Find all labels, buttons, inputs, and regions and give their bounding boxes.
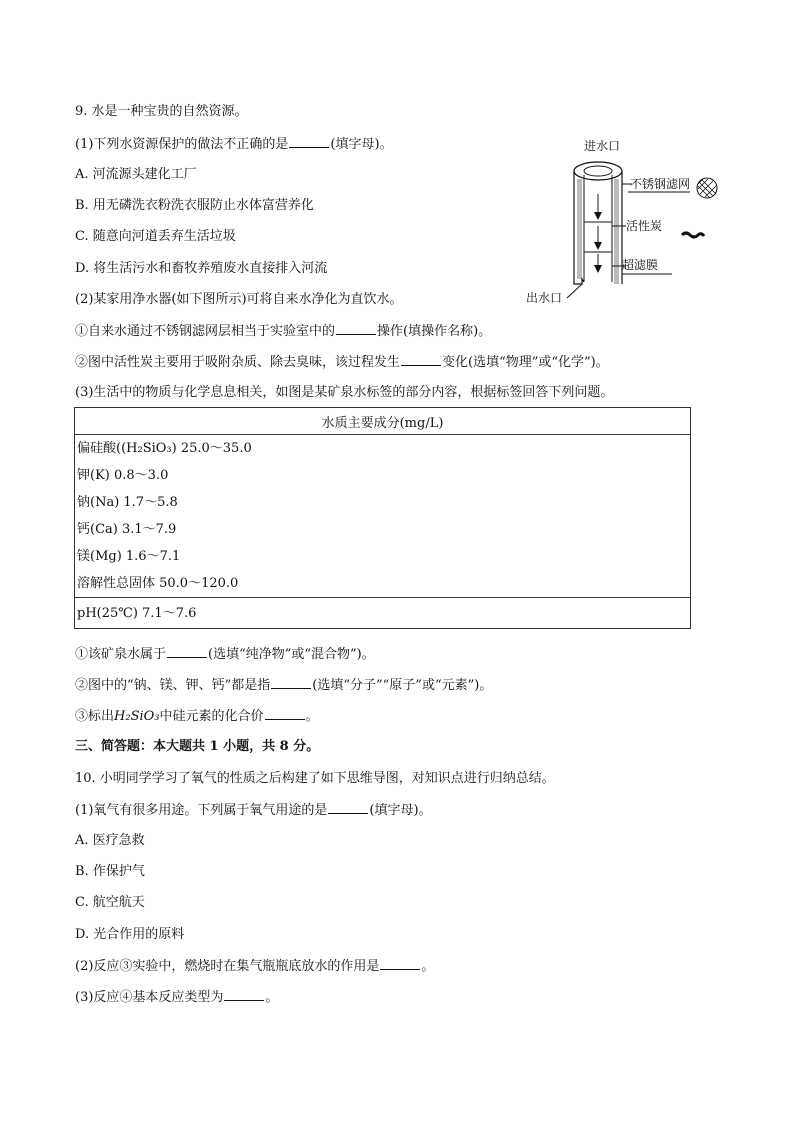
q9-part3: (3)生活中的物质与化学息息相关，如图是某矿泉水标签的部分内容，根据标签回答下列问题。 bbox=[75, 385, 614, 400]
q9-part1-text: (1)下列水资源保护的做法不正确的是 bbox=[75, 137, 289, 152]
table-ph-row: pH(25℃) 7.1～7.6 bbox=[75, 598, 691, 629]
q9-part3-3 bbox=[75, 707, 319, 726]
answer-blank[interactable] bbox=[224, 988, 264, 1001]
q9-part3-1 bbox=[75, 645, 375, 664]
q9-part3-3-text2: 中硅元素的化合价 bbox=[159, 709, 264, 724]
table-row: 钙(Ca) 3.1～7.9 bbox=[77, 522, 177, 537]
table-row: 镁(Mg) 1.6～7.1 bbox=[77, 549, 181, 564]
answer-blank[interactable] bbox=[265, 707, 305, 720]
q9-part1 bbox=[75, 135, 393, 154]
tube-wall bbox=[614, 179, 619, 284]
table-body bbox=[75, 435, 691, 598]
table-header: 水质主要成分(mg/L) bbox=[75, 408, 691, 435]
q9-option-c: C. 随意向河道丢弃生活垃圾 bbox=[75, 229, 236, 244]
answer-blank[interactable] bbox=[271, 676, 311, 689]
q9-part3-2-text: ②图中的“钠、镁、钾、钙”都是指 bbox=[75, 678, 271, 693]
tube-wall bbox=[577, 179, 582, 279]
q9-part3-1-suffix: (选填“纯净物”或“混合物”)。 bbox=[208, 647, 375, 662]
carbon-label: 活性炭 bbox=[626, 219, 663, 233]
answer-blank[interactable] bbox=[401, 353, 441, 366]
table-row: 溶解性总固体 50.0～120.0 bbox=[77, 576, 239, 591]
q9-part3-2 bbox=[75, 676, 492, 695]
q9-part1-suffix: (填字母)。 bbox=[330, 137, 393, 152]
q10-part3-text: (3)反应④基本反应类型为 bbox=[75, 990, 224, 1005]
q10-part1-text: (1)氧气有很多用途。下列属于氧气用途的是 bbox=[75, 803, 328, 818]
outlet-label: 出水口 bbox=[526, 291, 563, 305]
q10-option-a: A. 医疗急救 bbox=[75, 833, 145, 848]
table-row: 钾(K) 0.8～3.0 bbox=[77, 468, 169, 483]
q9-title: 9. 水是一种宝贵的自然资源。 bbox=[75, 104, 248, 119]
q9-option-a: A. 河流源头建化工厂 bbox=[75, 167, 197, 182]
q10-part2 bbox=[75, 957, 434, 976]
q9-part2-2-suffix: 变化(选填“物理”或“化学”)。 bbox=[442, 355, 609, 370]
q9-part3-3-suffix: 。 bbox=[305, 709, 319, 724]
q10-part2-text: (2)反应③实验中，燃烧时在集气瓶瓶底放水的作用是 bbox=[75, 959, 380, 974]
q9-part2-1-suffix: 操作(填操作名称)。 bbox=[377, 324, 492, 339]
table-row: 偏硅酸((H₂SiO₃) 25.0～35.0 bbox=[77, 441, 252, 456]
q9-part2-1 bbox=[75, 322, 491, 341]
q10-part3 bbox=[75, 988, 278, 1007]
q10-part3-suffix: 。 bbox=[265, 990, 279, 1005]
q9-part2-2 bbox=[75, 353, 609, 372]
q10-part1 bbox=[75, 801, 432, 820]
formula: H₂SiO₃ bbox=[114, 709, 160, 724]
water-purifier-diagram bbox=[522, 134, 722, 309]
answer-blank[interactable] bbox=[380, 957, 420, 970]
q9-option-d: D. 将生活污水和畜牧养殖废水直接排入河流 bbox=[75, 261, 328, 276]
q9-part3-2-suffix: (选填“分子”“原子”或“元素”)。 bbox=[312, 678, 493, 693]
q9-part2-2-text: ②图中活性炭主要用于吸附杂质、除去臭味，该过程发生 bbox=[75, 355, 401, 370]
q10-part2-suffix: 。 bbox=[421, 959, 435, 974]
mineral-water-label-table bbox=[74, 407, 691, 629]
q10-part1-suffix: (填字母)。 bbox=[369, 803, 432, 818]
q10-option-b: B. 作保护气 bbox=[75, 864, 145, 879]
inlet-label: 进水口 bbox=[584, 139, 621, 153]
table-row: 钠(Na) 1.7～5.8 bbox=[77, 495, 178, 510]
q10-title: 10. 小明同学学习了氧气的性质之后构建了如下思维导图，对知识点进行归纳总结。 bbox=[75, 771, 555, 786]
q10-option-d: D. 光合作用的原料 bbox=[75, 927, 185, 942]
carbon-icon bbox=[682, 233, 704, 237]
answer-blank[interactable] bbox=[289, 135, 329, 148]
q9-part3-3-text: ③标出 bbox=[75, 709, 115, 724]
answer-blank[interactable] bbox=[328, 801, 368, 814]
q9-part2-1-text: ①自来水通过不锈钢滤网层相当于实验室中的 bbox=[75, 324, 336, 339]
membrane-label: 超滤膜 bbox=[622, 258, 659, 272]
section-heading: 三、简答题：本大题共 1 小题，共 8 分。 bbox=[75, 739, 320, 754]
q9-part3-1-text: ①该矿泉水属于 bbox=[75, 647, 167, 662]
q9-part2: (2)某家用净水器(如下图所示)可将自来水净化为直饮水。 bbox=[75, 292, 403, 307]
q9-option-b: B. 用无磷洗衣粉洗衣服防止水体富营养化 bbox=[75, 198, 314, 213]
mesh-label: 不锈钢滤网 bbox=[630, 177, 691, 191]
answer-blank[interactable] bbox=[336, 322, 376, 335]
answer-blank[interactable] bbox=[167, 645, 207, 658]
q10-option-c: C. 航空航天 bbox=[75, 895, 145, 910]
